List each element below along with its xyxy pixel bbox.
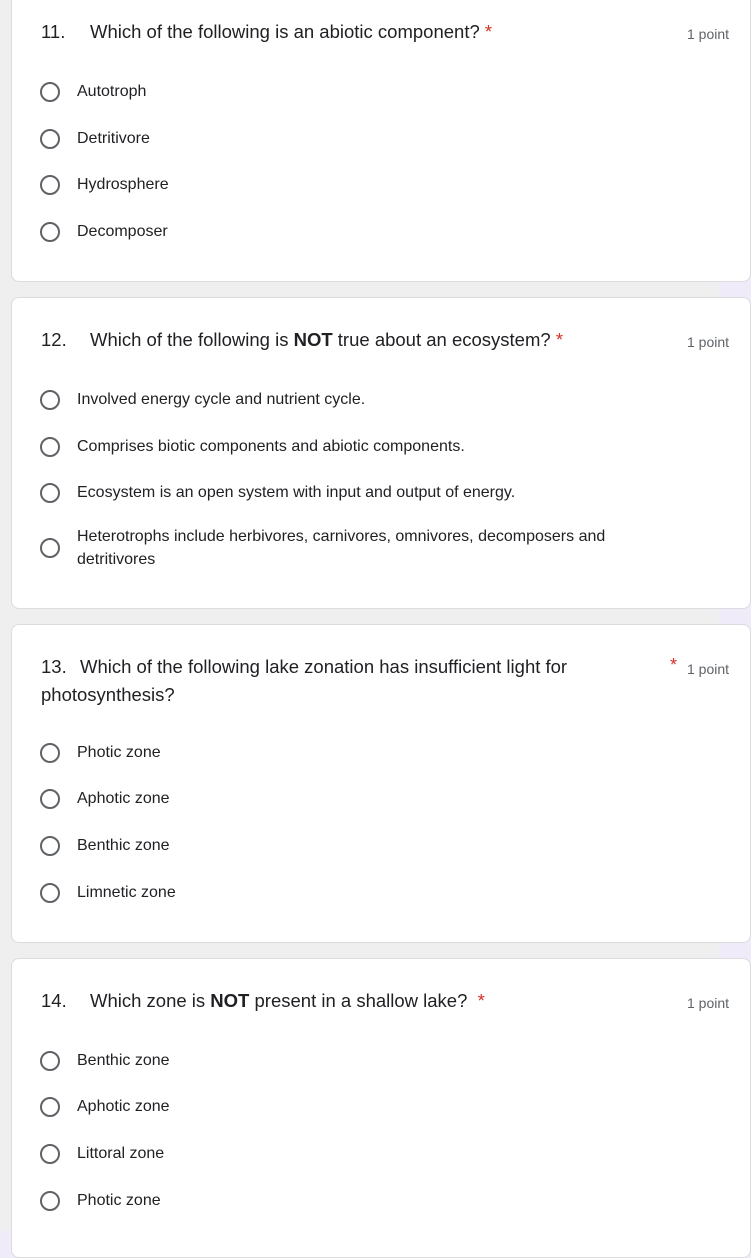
question-points: 1 point bbox=[687, 26, 730, 42]
radio-button[interactable] bbox=[40, 222, 60, 242]
radio-button[interactable] bbox=[40, 175, 60, 195]
option-hydrosphere[interactable] bbox=[40, 173, 169, 196]
option-aphotic-zone[interactable] bbox=[40, 1095, 170, 1118]
option-autotroph[interactable] bbox=[40, 80, 146, 103]
radio-button[interactable] bbox=[40, 836, 60, 856]
question-text: present in a shallow lake? bbox=[249, 990, 468, 1011]
radio-button[interactable] bbox=[40, 883, 60, 903]
question-points: 1 point bbox=[687, 334, 730, 350]
option-heterotrophs[interactable] bbox=[40, 525, 657, 571]
question-number: 12. bbox=[41, 329, 67, 350]
radio-button[interactable] bbox=[40, 1144, 60, 1164]
question-text: Which zone is bbox=[90, 990, 211, 1011]
option-limnetic-zone[interactable] bbox=[40, 881, 176, 904]
question-title-11 bbox=[41, 18, 492, 46]
option-label: Photic zone bbox=[77, 1192, 161, 1209]
question-text: Which of the following is bbox=[90, 329, 294, 350]
question-number: 14. bbox=[41, 990, 67, 1011]
required-asterisk: * bbox=[477, 990, 485, 1011]
question-title-14 bbox=[41, 987, 485, 1015]
option-label: Aphotic zone bbox=[77, 790, 170, 807]
question-points: 1 point bbox=[687, 661, 730, 677]
option-benthic-zone[interactable] bbox=[40, 1049, 170, 1072]
option-label: Involved energy cycle and nutrient cycle. bbox=[77, 391, 366, 408]
option-label: Limnetic zone bbox=[77, 884, 176, 901]
required-asterisk: * bbox=[670, 655, 678, 675]
radio-button[interactable] bbox=[40, 1191, 60, 1211]
option-label: Heterotrophs include herbivores, carnivores, omnivores, decomposers and detritivores bbox=[77, 528, 606, 568]
option-detritivore[interactable] bbox=[40, 127, 150, 150]
option-decomposer[interactable] bbox=[40, 220, 168, 243]
question-card-13 bbox=[11, 624, 751, 943]
option-littoral-zone[interactable] bbox=[40, 1142, 164, 1165]
question-title-12 bbox=[41, 326, 563, 354]
option-label: Ecosystem is an open system with input and output of energy. bbox=[77, 484, 516, 501]
option-label: Comprises biotic components and abiotic components. bbox=[77, 438, 465, 455]
radio-button[interactable] bbox=[40, 538, 60, 558]
radio-button[interactable] bbox=[40, 82, 60, 102]
option-label: Detritivore bbox=[77, 130, 150, 147]
option-label: Decomposer bbox=[77, 223, 168, 240]
question-number: 11. bbox=[41, 21, 66, 42]
radio-button[interactable] bbox=[40, 437, 60, 457]
question-title-13 bbox=[41, 653, 601, 709]
option-benthic-zone[interactable] bbox=[40, 834, 170, 857]
required-asterisk: * bbox=[555, 329, 564, 350]
option-energy-cycle[interactable] bbox=[40, 388, 365, 411]
option-label: Benthic zone bbox=[77, 837, 170, 854]
radio-button[interactable] bbox=[40, 483, 60, 503]
option-label: Autotroph bbox=[77, 83, 147, 100]
question-card-11 bbox=[11, 0, 751, 282]
radio-button[interactable] bbox=[40, 390, 60, 410]
option-aphotic-zone[interactable] bbox=[40, 787, 170, 810]
question-number: 13. bbox=[41, 656, 67, 677]
option-label: Aphotic zone bbox=[77, 1098, 170, 1115]
question-text-line2: photosynthesis? bbox=[41, 684, 175, 705]
radio-button[interactable] bbox=[40, 743, 60, 763]
radio-button[interactable] bbox=[40, 1051, 60, 1071]
radio-button[interactable] bbox=[40, 1097, 60, 1117]
option-label: Hydrosphere bbox=[77, 176, 169, 193]
question-text-bold: NOT bbox=[293, 329, 333, 350]
question-text: true about an ecosystem? bbox=[332, 329, 551, 350]
option-photic-zone[interactable] bbox=[40, 741, 161, 764]
option-label: Littoral zone bbox=[77, 1145, 165, 1162]
question-text-bold: NOT bbox=[210, 990, 250, 1011]
option-biotic-abiotic[interactable] bbox=[40, 435, 465, 458]
question-card-12 bbox=[11, 297, 751, 609]
option-label: Photic zone bbox=[77, 744, 161, 761]
option-photic-zone[interactable] bbox=[40, 1189, 161, 1212]
question-points: 1 point bbox=[687, 995, 730, 1011]
question-text: Which of the following is an abiotic component? bbox=[90, 21, 480, 42]
question-card-14 bbox=[11, 958, 751, 1258]
radio-button[interactable] bbox=[40, 789, 60, 809]
option-open-system[interactable] bbox=[40, 481, 515, 504]
option-label: Benthic zone bbox=[77, 1052, 170, 1069]
question-text: Which of the following lake zonation has insufficient light for bbox=[80, 656, 568, 677]
radio-button[interactable] bbox=[40, 129, 60, 149]
required-asterisk: * bbox=[484, 21, 493, 42]
